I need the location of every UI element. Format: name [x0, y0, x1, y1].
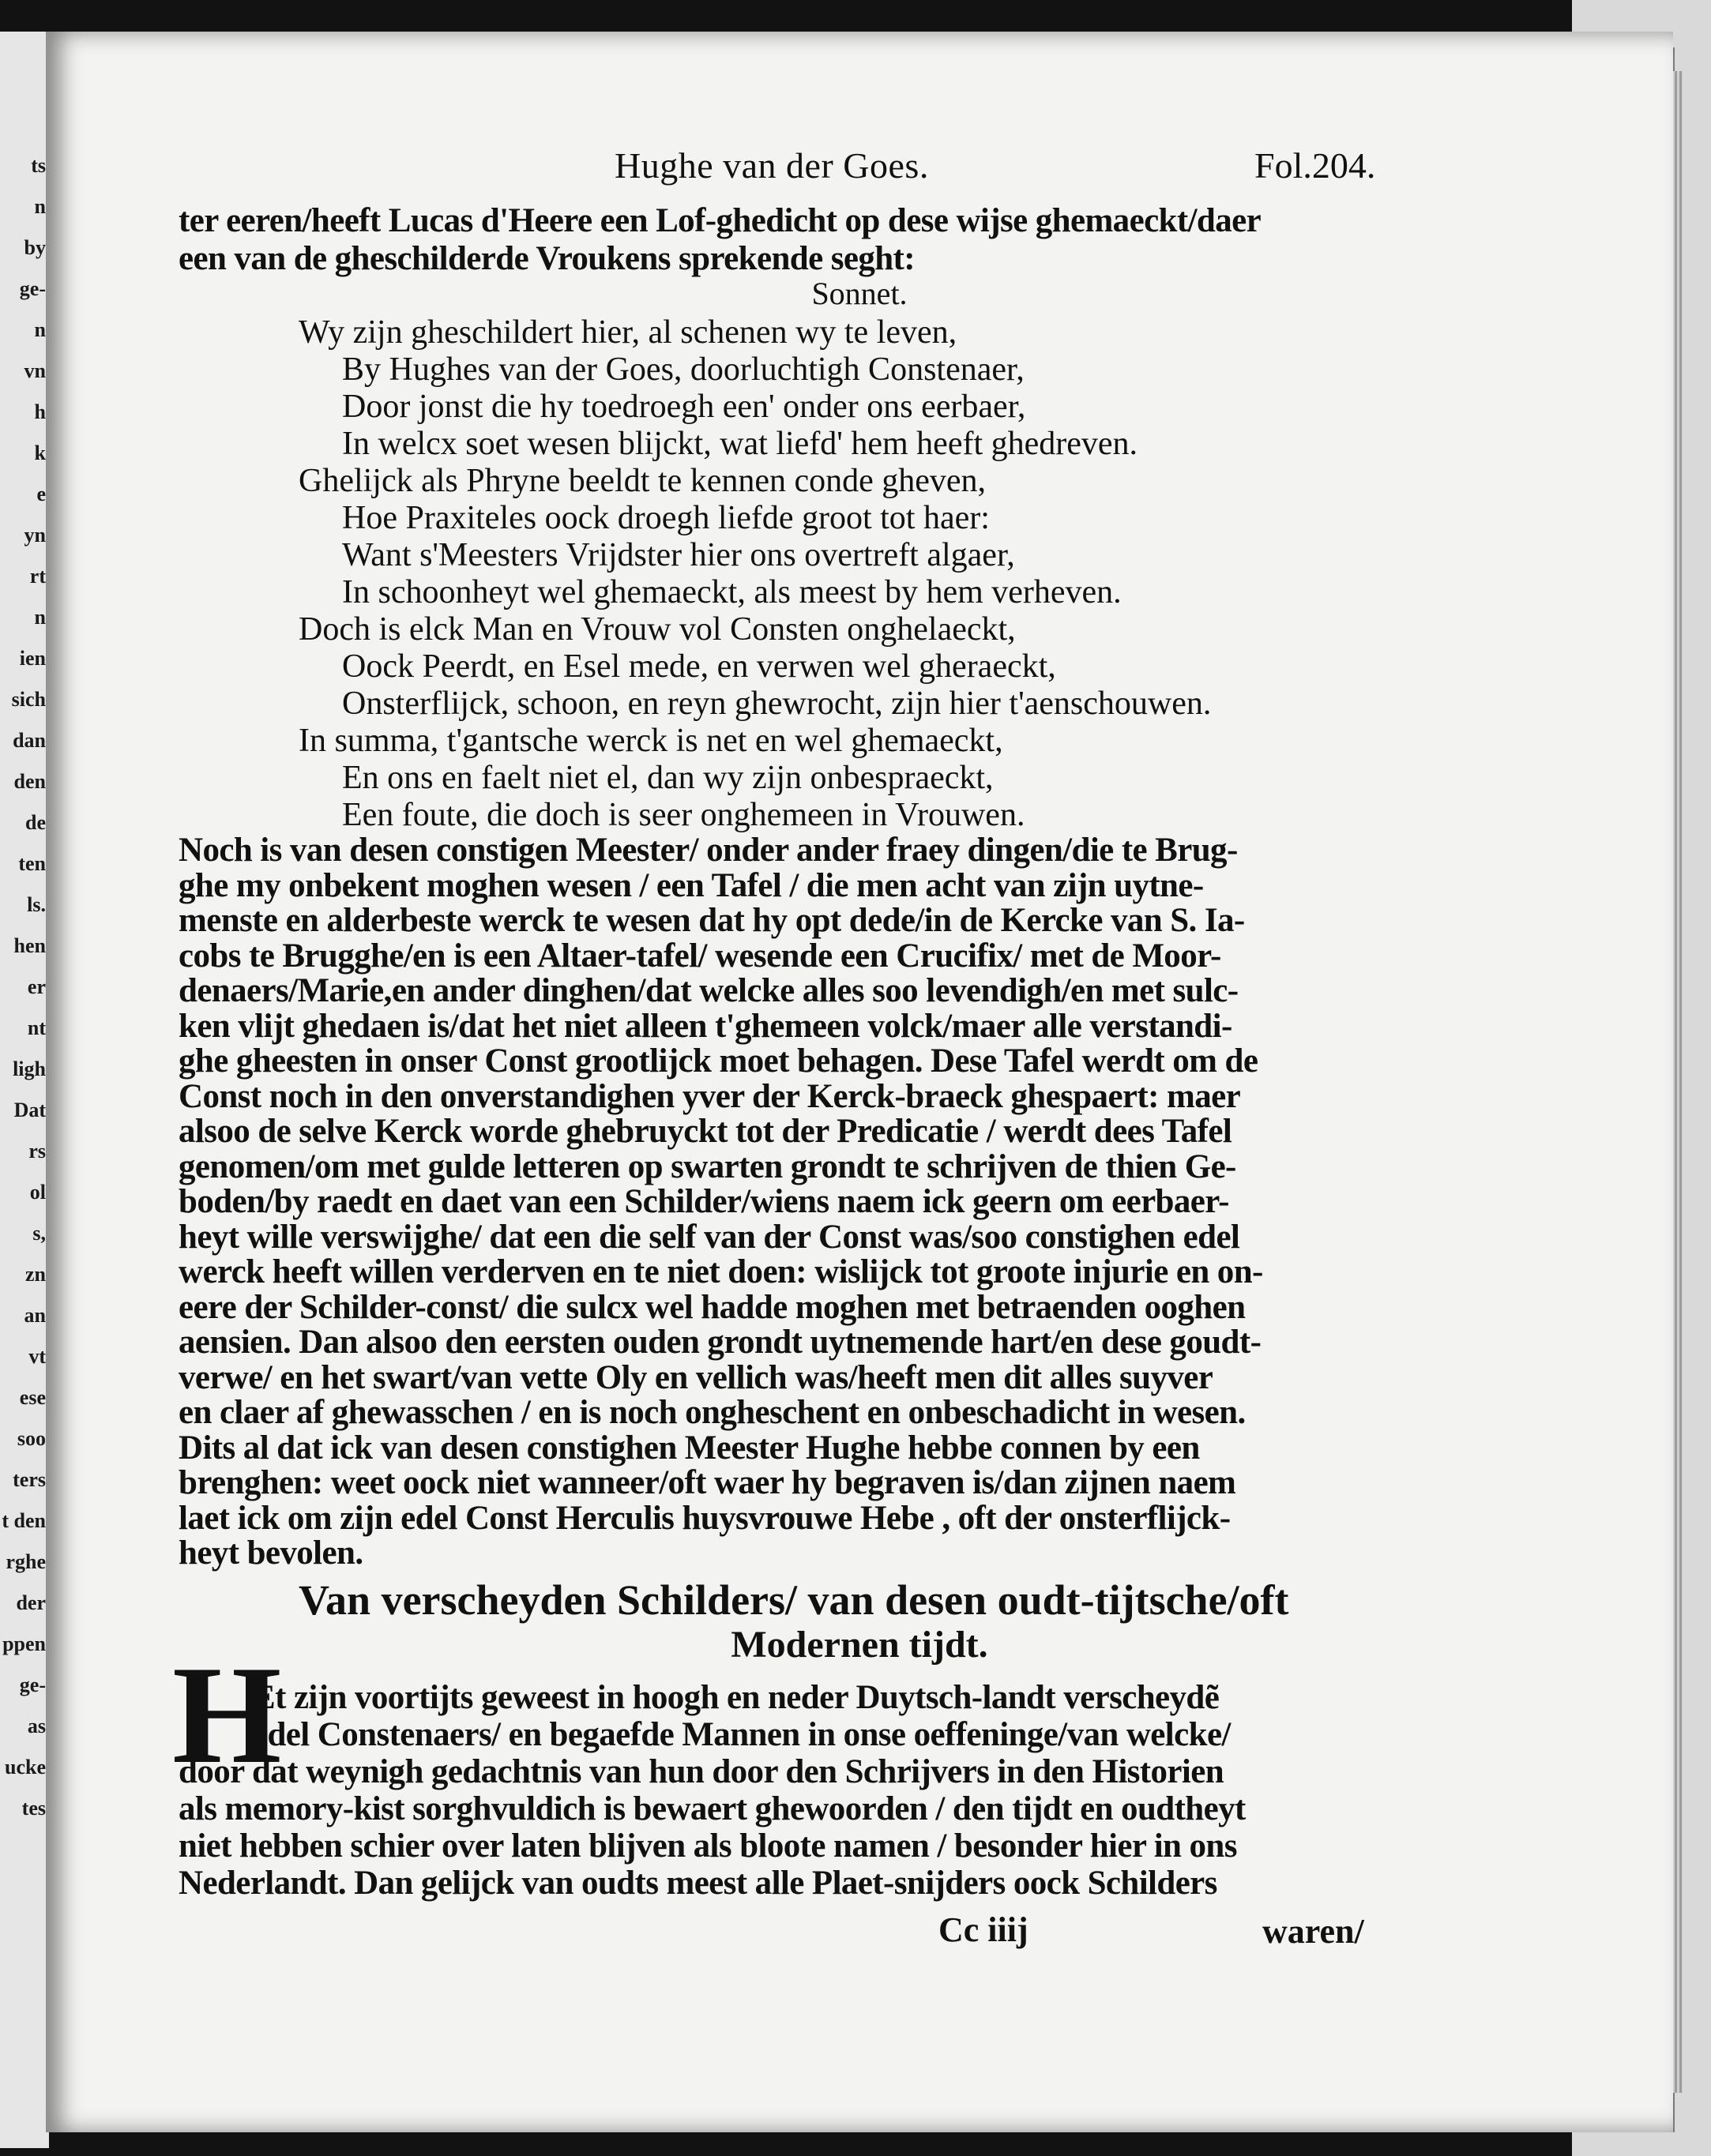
facing-page-text: by [24, 236, 46, 259]
intro-line: ter eeren/heeft Lucas d'Heere een Lof-ghedicht op dese wijse ghemaeckt/daer [179, 202, 1262, 239]
body-line: edel Constenaers/ en begaefde Mannen in onse oeffeninge/van welcke/ [253, 1716, 1231, 1753]
sonnet-line: Wy zijn gheschildert hier, al schenen wy te leven, [299, 314, 957, 351]
facing-page-text: der [16, 1591, 46, 1614]
facing-page-text: ucke [5, 1756, 46, 1779]
facing-page-text: ls. [27, 893, 46, 916]
facing-page-text: den [13, 770, 46, 793]
facing-page-text: er [27, 975, 46, 998]
facing-page-text: vn [24, 359, 46, 382]
facing-page-text: sich [11, 688, 46, 711]
body-line: werck heeft willen verderven en te niet doen: wislijck tot groote injurie en on- [179, 1253, 1263, 1290]
body-line: heyt wille verswijghe/ dat een die self van der Const was/soo constighen edel [179, 1218, 1240, 1256]
facing-page-text: ligh [13, 1057, 46, 1080]
facing-page-text: ien [19, 647, 46, 670]
body-line: laet ick om zijn edel Const Herculis huysvrouwe Hebe , oft der onsterflijck- [179, 1499, 1231, 1537]
facing-page-text: soo [17, 1427, 46, 1450]
facing-page-text: an [24, 1304, 46, 1327]
body-line: cobs te Brugghe/en is een Altaer-tafel/ wesende een Crucifix/ met de Moor- [179, 937, 1221, 975]
sonnet-line: Oock Peerdt, en Esel mede, en verwen wel gheraeckt, [342, 648, 1056, 685]
body-line: Noch is van desen constigen Meester/ onder ander fraey dingen/die te Brug- [179, 832, 1238, 869]
facing-page-text: e [36, 483, 46, 505]
facing-page-text: dan [13, 729, 46, 752]
facing-page-text: t den [2, 1509, 46, 1532]
facing-page-text: ters [13, 1468, 46, 1491]
body-line: brenghen: weet oock niet wanneer/oft waer hy begraven is/dan zijnen naem [179, 1464, 1236, 1501]
body-line: ghe my onbekent moghen wesen / een Tafel / die men acht van zijn uytne- [179, 866, 1204, 904]
body-line: eere der Schilder-const/ die sulcx wel hadde moghen met betraenden ooghen [179, 1288, 1246, 1326]
facing-page-text: ppen [2, 1632, 46, 1655]
book-page [46, 32, 1673, 2132]
body-line: Nederlandt. Dan gelijck van oudts meest alle Plaet-snijders oock Schilders [179, 1865, 1217, 1902]
drop-cap: H [172, 1636, 282, 1793]
sonnet-line: In schoonheyt wel ghemaeckt, als meest by hem verheven. [342, 574, 1122, 610]
facing-page-text: rghe [6, 1550, 46, 1573]
facing-page-text: ten [18, 852, 46, 875]
body-line: als memory-kist sorghvuldich is bewaert ghewoorden / den tijdt en oudtheyt [179, 1790, 1246, 1827]
sonnet-line: Doch is elck Man en Vrouw vol Consten onghelaeckt, [299, 611, 1016, 648]
section-heading: Van verscheyden Schilders/ van desen oudt-tijtsche/oft [299, 1576, 1289, 1624]
catchword: waren/ [1262, 1912, 1364, 1951]
facing-page-text: nt [27, 1016, 46, 1039]
sonnet-line: Want s'Meesters Vrijdster hier ons overtreft algaer, [342, 537, 1015, 573]
facing-page-text: yn [24, 524, 46, 547]
facing-page-text: zn [25, 1263, 46, 1286]
facing-page-text: de [25, 811, 46, 834]
facing-page-text: s, [32, 1222, 46, 1245]
body-line: genomen/om met gulde letteren op swarten grondt te schrijven de thien Ge- [179, 1147, 1236, 1185]
body-line: Et zijn voortijts geweest in hoogh en neder Duytsch-landt verscheydẽ [253, 1679, 1220, 1716]
body-line: boden/by raedt en daet van een Schilder/wiens naem ick geern om eerbaer- [179, 1183, 1229, 1220]
facing-page-text: k [34, 441, 46, 464]
facing-page-text: rt [29, 565, 46, 588]
sonnet-line: In summa, t'gantsche werck is net en wel ghemaeckt, [299, 723, 1003, 759]
facing-page-text: n [34, 606, 46, 629]
sonnet-line: Door jonst die hy toedroegh een' onder ons eerbaer, [342, 389, 1026, 425]
folio-number: Fol.204. [1254, 145, 1376, 186]
facing-page-text: h [34, 400, 46, 423]
body-line: Dits al dat ick van desen constighen Meester Hughe hebbe connen by een [179, 1429, 1200, 1467]
facing-page-text: as [27, 1715, 46, 1737]
body-line: niet hebben schier over laten blijven als bloote namen / besonder hier in ons [179, 1827, 1237, 1865]
body-line: door dat weynigh gedachtnis van hun door den Schrijvers in den Historien [179, 1753, 1224, 1790]
body-line: ghe gheesten in onser Const grootlijck moet behagen. Dese Tafel werdt om de [179, 1042, 1258, 1080]
signature-mark: Cc iiij [938, 1910, 1028, 1949]
sonnet-line: Ghelijck als Phryne beeldt te kennen conde gheven, [299, 463, 987, 499]
sonnet-line: Een foute, die doch is seer onghemeen in Vrouwen. [342, 797, 1025, 833]
body-line: verwe/ en het swart/van vette Oly en vellich was/heeft men dit alles suyver [179, 1358, 1213, 1396]
facing-page-fragment [0, 32, 49, 2148]
body-line: Const noch in den onverstandighen yver der Kerck-braeck ghespaert: maer [179, 1077, 1241, 1115]
facing-page-text: tes [21, 1797, 46, 1820]
body-line: alsoo de selve Kerck worde ghebruyckt tot der Predicatie / werdt dees Tafel [179, 1113, 1232, 1150]
body-line: en claer af ghewasschen / en is noch ongheschent en onbeschadicht in wesen. [179, 1394, 1246, 1431]
body-line: aensien. Dan alsoo den eersten ouden grondt uytnemende hart/en dese goudt- [179, 1324, 1262, 1361]
facing-page-text: Dat [13, 1099, 46, 1121]
sonnet-title: Sonnet. [811, 276, 908, 311]
facing-page-text: rs [28, 1140, 46, 1163]
facing-page-text: n [34, 318, 46, 341]
facing-page-text: vt [28, 1345, 46, 1368]
intro-line: een van de gheschilderde Vroukens sprekende seght: [179, 240, 915, 277]
sonnet-line: Hoe Praxiteles oock droegh liefde groot tot haer: [342, 500, 990, 536]
facing-page-text: ge- [19, 1673, 46, 1696]
sonnet-line: Onsterflijck, schoon, en reyn ghewrocht, zijn hier t'aenschouwen. [342, 685, 1212, 722]
facing-page-text: n [34, 195, 46, 218]
facing-page-text: ts [31, 154, 46, 177]
body-line: heyt bevolen. [179, 1534, 363, 1572]
facing-page-text: ese [19, 1386, 46, 1409]
sonnet-line: En ons en faelt niet el, dan wy zijn onbespraeckt, [342, 760, 994, 796]
body-line: denaers/Marie,en ander dinghen/dat welcke alles soo levendigh/en met sulc- [179, 972, 1239, 1009]
sonnet-line: By Hughes van der Goes, doorluchtigh Constenaer, [342, 351, 1025, 388]
body-line: ken vlijt ghedaen is/dat het niet alleen t'ghemeen volck/maer alle verstandi- [179, 1007, 1232, 1045]
sonnet-line: In welcx soet wesen blijckt, wat liefd' hem heeft ghedreven. [342, 426, 1138, 462]
running-title: Hughe van der Goes. [615, 145, 929, 186]
facing-page-text: ol [29, 1181, 46, 1204]
body-line: menste en alderbeste werck te wesen dat hy opt dede/in de Kercke van S. Ia- [179, 902, 1245, 939]
facing-page-text: ge- [19, 277, 46, 300]
facing-page-text: hen [13, 934, 46, 957]
section-heading-subline: Modernen tijdt. [731, 1624, 988, 1666]
